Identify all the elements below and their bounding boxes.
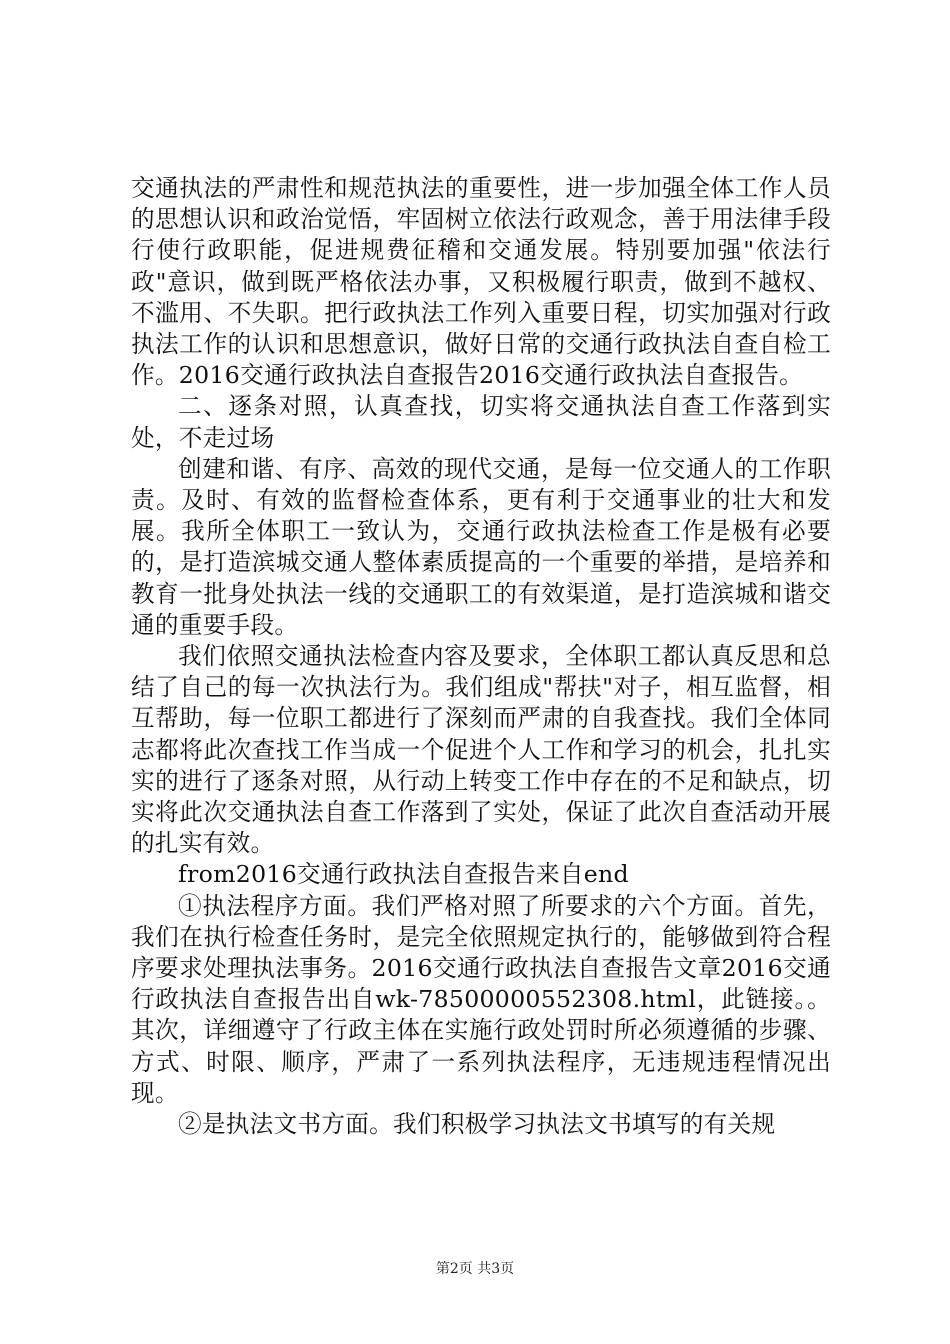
paragraph-7: ②是执法文书方面。我们积极学习执法文书填写的有关规 bbox=[178, 1110, 776, 1139]
page-footer: 第2页 共3页 bbox=[435, 1261, 515, 1277]
paragraph-3: 创建和谐、有序、高效的现代交通，是每一位交通人的工作职责。及时、有效的监督检查体系，更有利于交通事业的壮大和发展。我所全体职工一致认为，交通行政执法检查工作是极有必要的，是打造滨城交通人整体素质提高的一个重要的举措，是培养和教育一批身处执法一线的交通职工的有效渠道，是打造滨城和谐交通的重要手段。 bbox=[131, 454, 831, 639]
paragraph-6: ①执法程序方面。我们严格对照了所要求的六个方面。首先，我们在执行检查任务时，是完全依照规定执行的，能够做到符合程序要求处理执法事务。2016交通行政执法自查报告文章2016交通行政执法自查报告出自wk-78500000552308.html，此链接。。其次，详细遵守了行政主体在实施行政处罚时所必须遵循的步骤、方式、时限、顺序，严肃了一系列执法程序，无违规违程情况出现。 bbox=[131, 891, 831, 1107]
paragraph-1: 交通执法的严肃性和规范执法的重要性，进一步加强全体工作人员的思想认识和政治觉悟，牢固树立依法行政观念，善于用法律手段行使行政职能，促进规费征稽和交通发展。特别要加强"依法行政"意识，做到既严格依法办事，又积极履行职责，做到不越权、不滥用、不失职。把行政执法工作列入重要日程，切实加强对行政执法工作的认识和思想意识，做好日常的交通行政执法自查自检工作。2016交通行政执法自查报告2016交通行政执法自查报告。 bbox=[131, 174, 831, 390]
paragraph-4: 我们依照交通执法检查内容及要求，全体职工都认真反思和总结了自己的每一次执法行为。我们组成"帮扶"对子，相互监督，相互帮助，每一位职工都进行了深刻而严肃的自我查找。我们全体同志都将此次查找工作当成一个促进个人工作和学习的机会，扎扎实实的进行了逐条对照，从行动上转变工作中存在的不足和缺点，切实将此次交通执法自查工作落到了实处，保证了此次自查活动开展的扎实有效。 bbox=[131, 642, 831, 858]
paragraph-5: from2016交通行政执法自查报告来自end bbox=[178, 860, 629, 889]
section-heading-2: 二、逐条对照，认真查找，切实将交通执法自查工作落到实处，不走过场 bbox=[131, 392, 831, 452]
document-body bbox=[131, 173, 831, 1140]
